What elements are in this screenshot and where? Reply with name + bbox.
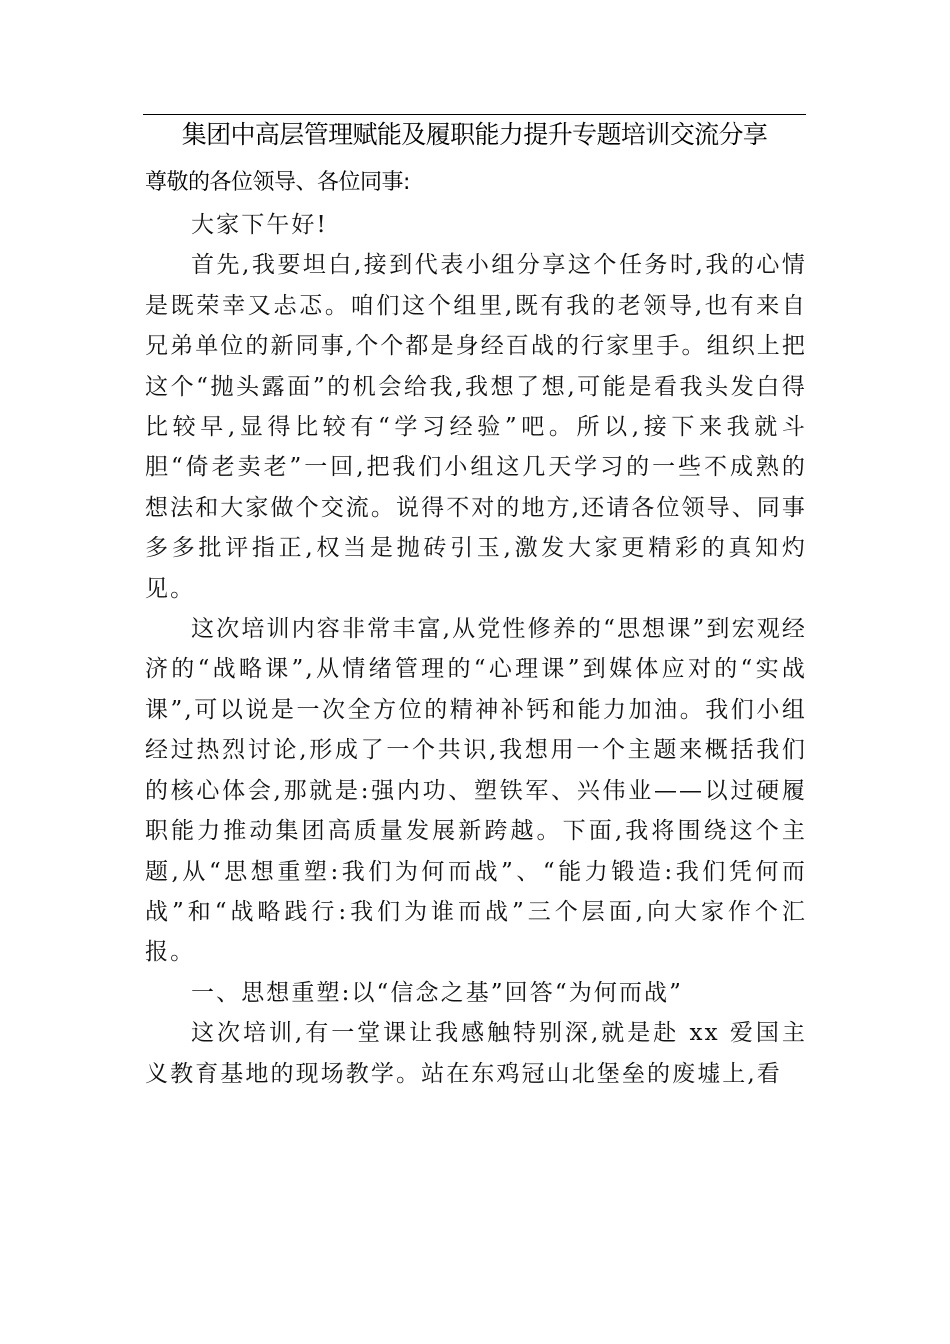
section-heading: 一、思想重塑:以“信念之基”回答“为何而战” — [191, 979, 683, 1006]
document-body — [145, 205, 807, 1094]
greeting-paragraph: 大家下午好! — [191, 212, 328, 238]
body-paragraph: 这次培训,有一堂课让我感触特别深,就是赴 xx 爱国主义教育基地的现场教学。站在东鸡冠山北堡垒的废墟上,看 — [145, 1020, 807, 1087]
body-paragraph: 这次培训内容非常丰富,从党性修养的“思想课”到宏观经济的“战略课”,从情绪管理的“心理课”到媒体应对的“实战课”,可以说是一次全方位的精神补钙和能力加油。我们小组经过热烈讨论,形成了一个共识,我想用一个主题来概括我们的核心体会,那就是:强内功、塑铁军、兴伟业——以过硬履职能力推动集团高质量发展新跨越。下面,我将围绕这个主题,从“思想重塑:我们为何而战”、“能力锻造:我们凭何而战”和“战略践行:我们为谁而战”三个层面,向大家作个汇报。 — [145, 616, 807, 966]
salutation: 尊敬的各位领导、各位同事: — [145, 170, 410, 195]
document-title: 集团中高层管理赋能及履职能力提升专题培训交流分享 — [181, 120, 768, 149]
header-rule — [143, 114, 806, 115]
body-paragraph: 首先,我要坦白,接到代表小组分享这个任务时,我的心情是既荣幸又忐忑。咱们这个组里,既有我的老领导,也有来自兄弟单位的新同事,个个都是身经百战的行家里手。组织上把这个“抛头露面”的机会给我,我想了想,可能是看我头发白得比较早,显得比较有“学习经验”吧。所以,接下来我就斗胆“倚老卖老”一回,把我们小组这几天学习的一些不成熟的想法和大家做个交流。说得不对的地方,还请各位领导、同事多多批评指正,权当是抛砖引玉,激发大家更精彩的真知灼见。 — [145, 252, 808, 602]
